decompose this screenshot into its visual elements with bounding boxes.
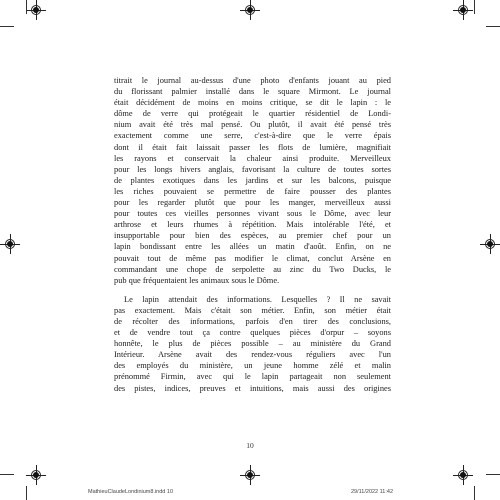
registration-mark-bottom-center [245,470,255,480]
registration-mark-bottom-right [458,470,468,480]
registration-mark-right-middle [485,239,495,249]
page-number: 10 [246,441,254,450]
text-line: de récolter des informations, parfois d'en tirer des conclusions, [114,316,391,326]
text-line: et de vendre tout ça contre quelques pièces d'orpur – soyons [114,328,391,338]
crop-mark-top-right-v [474,0,475,14]
paragraph-2 [114,294,391,394]
registration-mark-bottom-left [31,470,41,480]
text-line: insupportable pour bien des espèces, au premier chef pour un [114,231,391,241]
text-line: les rayons et conservait la chaleur ainsi produite. Merveilleux [114,153,391,163]
text-line: pour les longs hivers anglais, favorisant la culture de toutes sortes [114,164,391,174]
text-line: exactement comme une serre, c'est-à-dire que le verre épais [114,131,391,141]
text-line: du florissant palmier installé dans le square Mirmont. Le journal [114,87,391,97]
crop-mark-top-left-v [26,0,27,14]
text-line: arthrose et leurs rhumes à répétition. Mais intolérable l'été, et [114,220,391,230]
text-line: dôme de verre qui protégeait le quartier résidentiel de Londi- [114,109,391,119]
crop-mark-top-left-h [0,26,14,27]
text-line: titrait le journal au-dessus d'une photo d'enfants jouant au pied [114,76,391,85]
text-line: pour toutes ces vieilles personnes vivant sous le Dôme, avec leur [114,209,391,219]
text-line: Le lapin attendait des informations. Lesquelles ? Il ne savait [124,294,391,304]
slug-timestamp: 29/11/2022 11:42 [351,489,394,495]
text-line: pas exactement. Mais c'était son métier. Enfin, son métier était [114,305,391,315]
registration-mark-top-left [31,5,41,15]
text-line: prénommé Firmin, avec qui le lapin partageait non seulement [114,372,391,382]
text-line: nium avait été très mal pensé. Ou plutôt, il avait été pensé très [114,120,391,130]
crop-mark-bottom-left-h [0,474,14,475]
text-line: commandant une chope de serpolette au zinc du Two Ducks, le [114,264,391,274]
crop-mark-bottom-right-h [486,474,500,475]
text-line: les riches pouvaient se permettre de faire pousser des plantes [114,186,391,196]
text-line: pub que fréquentaient les animaux sous le Dôme. [114,275,280,285]
text-line: pour les regarder plutôt que pour les manger, merveilleux aussi [114,198,391,208]
text-line: lapin bondissant entre les allées un matin d'août. Enfin, on ne [114,242,391,252]
text-line: Intérieur. Arsène avait des rendez-vous réguliers avec l'un [114,350,391,360]
registration-mark-top-center [245,5,255,15]
text-line: était décidément de moins en moins critique, se dit le lapin : le [114,98,391,108]
body-text [114,75,391,394]
slug-file-name: MathieuClaudeLondinium8.indd 10 [88,489,174,495]
crop-mark-bottom-left-v [26,486,27,500]
paragraph-1 [114,75,391,286]
text-line: de plantes exotiques dans les jardins et sur les balcons, puisque [114,175,391,185]
text-line: dont il était fait laissait passer les flots de lumière, magnifiait [114,142,391,152]
crop-mark-top-right-h [486,26,500,27]
crop-mark-bottom-right-v [474,486,475,500]
registration-mark-top-right [458,5,468,15]
registration-mark-left-middle [5,239,15,249]
text-line: pouvait tout de même pas modifier le climat, conclut Arsène en [114,253,391,263]
text-line: des employés du ministère, un jeune homme zélé et malin [114,361,391,371]
text-line: des pistes, indices, preuves et intuitions, mais aussi des origines [114,383,391,393]
text-line: honnête, le plus de pièces possible – au ministère du Grand [114,339,391,349]
